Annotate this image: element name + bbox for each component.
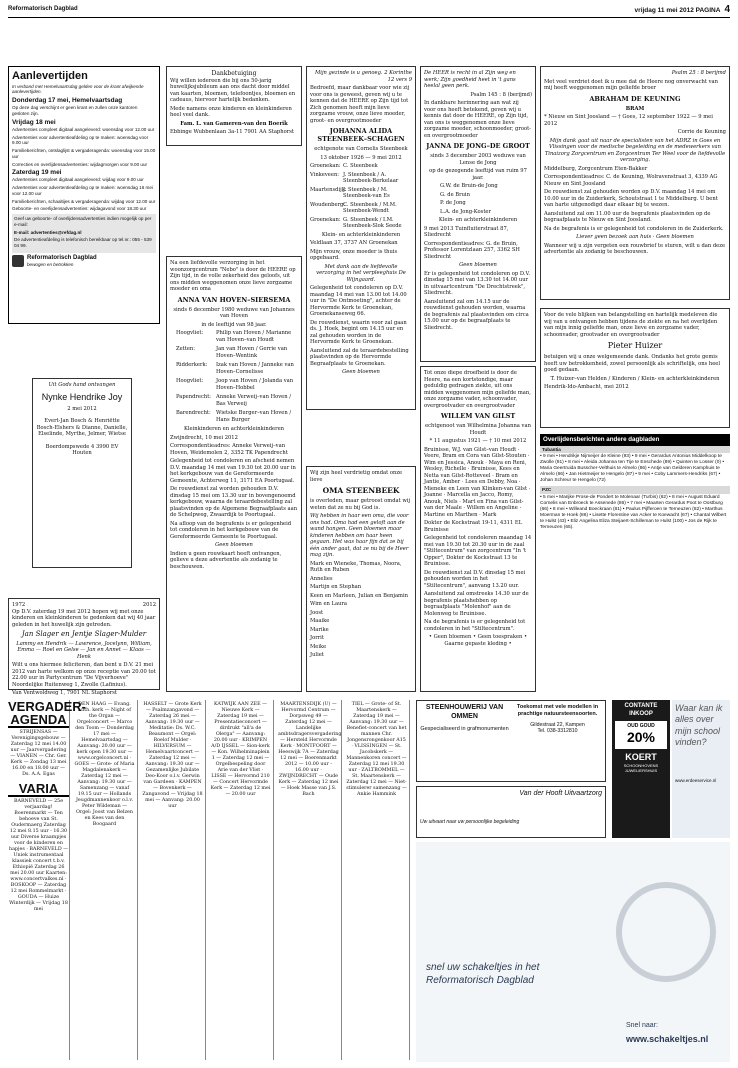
deceased-name: ABRAHAM DE KEUNING xyxy=(589,94,681,103)
agenda-sidebar: VERGADER-AGENDA STRIJENSAS — Verenigingsgebouw — Zaterdag 12 mei 14.00 uur — Jaarvergadering — VIANEN — Chr. Ger. Kerk — Zondag 13 mei 16.00 en 18.00 uur — Ds. A.A. Egas VARIA BARNEVELD — 25e verjaardag! Boerenmarkt — Ten behoeve van St. Oudermaerg Zaterdag 12 mei 8.15 uur - 16.30 uur Diverse kraampjes voor de kinderen en hapjes · BARNEVELD — Uniek instrumentaal klassiek concert t.b.v. Ethiopië Zaterdag 26 mei 20.00 uur Kaarten: www.concertvalkes.nl · BOSKOOP — Zaterdag 12 mei Rommelmarkt · GOUDA — Huize Winterdijk — Vrijdag 18 mei xyxy=(8,700,70,1060)
jubilee-announcement: 1972 2012 Op D.V. zaterdag 19 mei 2012 hopen wij met onze kinderen en kleinkinderen te gedenken dat wij 40 jaar geleden in het huwelijk zijn getreden. Jan Slager en Jentje Slager-Mulder Lammy en Hendrik — Lawrence, Jocelynn, William, Emma — Roel en Gelse — Jan en Annet — Klaas — Henk Wilt u ons hiermee feliciteren, dan bent u D.V. 21 mei 2012 van harte welkom op onze receptie van 20.00 tot 22.00 uur in Partycentrum "De Vijverhoeve" Noordelijke Ruitenweg 1, Zwolle (Lafinius). Van Ventwoldweg 1, 7901 NL Staphorst xyxy=(8,598,160,690)
deceased-name: ANNA VAN HOVEN–SIERSEMA xyxy=(177,295,291,304)
obituary-janna-de-jong: De HEER is recht in al Zijn weg en werk; Zijn goedheid heet in 't gans heelal geen perk. Psalm 145 : 8 (berijmd) In dankbare herinnering aan wat zij voor ons heeft betekend, geven wij u kennis dat door de HEERE, op Zijn tijd, van ons is weggenomen onze lieve zorgzame moeder, schoonmoeder, groot- en overgrootmoeder JANNA DE JONG–DE GROOT sinds 3 december 2003 weduwe van Lense de Jong op de gezegende leeftijd van ruim 97 jaar. G.W. de Bruin-de Jong G. de Bruin P. de Jong L.A. de Jong-Koster Klein- en achterkleinkinderen 9 mei 2013 Tuinfluiterstraat 87, Sliedrecht Correspondentieadres: G. de Bruin, Professor Lorentzlaan 257, 3362 SH Sliedrecht Geen bloemen Er is gelegenheid tot condoleren op D.V. dinsdag 15 mei van 13.30 tot 14.00 uur in uitvaartcentrum "De Drechtstreek", Sliedrecht. Aansluitend zal om 14.15 uur de rouwdienst gehouden worden, waarna de begrafenis zal plaatsvinden om circa 15.00 uur op de begraafplaats te Sliedrecht. xyxy=(420,66,536,362)
ad-erdee[interactable]: Waar kan ik alles over mijn school vinden? www.erdeeservice.nl xyxy=(672,700,730,838)
notice-day2-list: Advertenties compleet digitaal aangeleverd: woensdag voor 12.00 uur Advertenties voor advertentieafdeling op te maken: woensdag voor 9.00 uur Familieberichten, ontslaglijst & vergaderagenda: woensdag voor 15.00 uur Correcties en overlijdensadvertenties: wijdagmorgen voor 9.00 uur xyxy=(12,126,156,167)
notice-day3-list: Advertenties compleet digitaal aangeleverd: wijdag voor 9.00 uur Advertenties voor advertentieafdeling op te maken: woensdag 16 mei voor 12.00 uur Familieberichten, schaaltijes & vergaderagenda: wijdag voor 12.00 uur Geboorte- en overlijdensadvertenties: wijdagavond voor 18.30 uur xyxy=(12,177,156,212)
thanks-notice: Dankbetuiging Wij willen iedereen die bij ons 50-jarig huwelijksjubileum aan ons dacht door middel van kaarten, bloemen, telefoontjes, bloemen en cadeaus, hiervoor hartelijk bedanken. Mede namens onze kinderen en kleinkinderen heel veel dank. Fam. L. van Gameren-van den Boerik Ebbinge Wubbenlaan 3a-11 7901 AA Staphorst xyxy=(166,66,302,146)
delivery-times-notice xyxy=(8,66,160,324)
deceased-name: JOHANNA ALIDA STEENBEEK–SCHAGEN xyxy=(317,127,405,144)
agenda-column-2: HASSELT — Grote Kerk — Psalmzangavond — Zaterdag 26 mei — Aanvang: 19.30 uur — Meditatie: Ds. W.C. Beaumont — Orgel: Roelof Mulder · HILVERSUM — Hemelvaartconcert — Zaterdag 12 mei — Aanvang: 19.30 uur — Gezamenlijke Jubilate Deo-Koor o.l.v. Gerwin van Gardeen · KAMPEN — Bovenkerk — Zangavond — Vrijdag 18 mei — Aanvang: 20.00 uur xyxy=(140,700,206,1060)
jubilee-names: Jan Slager en Jentje Slager-Mulder xyxy=(21,630,147,638)
section-title: Overlijdensberichten andere dagbladen xyxy=(540,434,730,446)
obituary-johanna-steenbeek: Mijn gezinde is u genoeg. 2 Korinthe 12 vers 9 Bedroefd, maar dankbaar voor wie zij voor ons is geweest, geven wij u te kennen dat de HEERE op Zijn tijd tot Zich genomen heeft mijn lieve zorgzame vrouw, onze lieve moeder, groot- en overgrootmoeder JOHANNA ALIDA STEENBEEK–SCHAGEN echtgenote van Cornelis Steenbeek 13 oktober 1926 — 9 mei 2012 Groenekan: C. Steenbeek Vinkeveen: J. Steenbeek / A. Steenbeek-Berkelaar Maartensdijk: J. Steenbeek / M. Steenbeek-van Es Woudenberg: C. Steenbeek / M.M. Steenbeek-Wendt Groenekan: G. Steenbeek / I.M. Steenbeek-Slok Seede Klein- en achterkleinkinderen Veldlaan 37, 3737 AN Groenekan Mijn vrouw, onze moeder is thuis opgebaard. Met dank aan de liefdevolle verzorging in het verpleeghuis De Wijngaard. Gelegenheid tot condoleren op D.V. maandag 14 mei van 13.00 tot 14.00 uur in "De Ontmoeting", achter de Hervormde Kerk te Groenekan, Groenekanseweg 66. De rouwdienst, waarin voor zal gaan ds. J. Hoek, begint om 14.15 uur en zal gehouden worden in de Hervormde Kerk te Groenekan. Aansluitend zal de teraardebestelling plaatsvinden op de Hervormde Begraafplaats te Groenekan. Geen bloemen xyxy=(306,66,416,410)
page-date: vrijdag 11 mei 2012 PAGINA 4 xyxy=(634,4,730,15)
obituary-willem-van-gilst: Tot onze diepe droefheid is door de Heere, na een kortstondige, maar geduldig gedragen ziekte, uit ons midden weggenomen mijn geliefde man, onze zorgzame vader, schoonvader, overgrootvader en overgrootvader WILLEM VAN GILST echtgenoot van Wilhelmina Johanna van Houdt * 11 augustus 1921 — † 10 mei 2012 Bruinisse, W.J. van Gilst–van Houdt · Veere, Bram en Cora van Gilst-Stouten · Wim en Jessica, Anouk · Maya en Reni, Wesley, Richelle · Bruinisse, Kees en Netta van Gilst-Rotteveel · Bram en Jantie, Amber · Loes en Debby, Noa · Mieneke en Leen van Klinken-van Gilst · Joanne · Marcella en Jacco, Romy, Anouk, Niels · Mart en Fina van Gilst-van der Maale · Willem en Angeline · Martine en Marthen · Mark Dokter de Kockstraat 19-11, 4311 EL Bruinisse Gelegenheid tot condoleren maandag 14 mei van 19.30 tot 20.30 uur in de zaal "Stiltecentrum" van zorgcentrum "In 't Opper", Dokter de Kockstraat 13 te Bruinisse. De rouwdienst zal D.V. dinsdag 15 mei gehouden worden in het "Stiltecentrum", aanvang 13.20 uur. Aansluitend zal omstreeks 14.30 uur de begrafenis plaatshebben op begraafplaats "Molenhof" aan de Molenweg te Bruinisse. Na de begrafenis is er gelegenheid tot condoleren in het "Stiltecentrum". • Geen bloemen • Geen toespraken • Gaarne gepaste kleding • xyxy=(420,366,536,692)
ad-schakeltjes[interactable]: snel uw schakeltjes in het Reformatorisch Dagblad Snel naar: www.schakeltjes.nl xyxy=(416,842,730,1062)
notice-day1-text: Op deze dag verschijnt er geen krant en zullen onze kantoren gesloten zijn. xyxy=(12,105,138,117)
notice-title: Aanlevertijden xyxy=(12,70,88,82)
chain-image xyxy=(616,882,716,982)
deceased-name: OMA STEENBEEK xyxy=(322,486,400,495)
family-list: G.W. de Bruin-de Jong G. de Bruin P. de Jong L.A. de Jong-Koster xyxy=(440,183,498,215)
ad-van-der-hooft[interactable]: Van der Hooft Uitvaartzorg Uw uitvaart naar uw persoonlijke begeleiding xyxy=(416,786,606,838)
notice-day3: Zaterdag 19 mei xyxy=(12,169,62,177)
newspaper-name: Reformatorisch Dagblad xyxy=(8,6,78,12)
notice-contact: Geef uw geboorte- of overlijdensadvertenties indien mogelijk op per e-mail: E-mail: advertenties@refdag.nl De advertentieafdeling is telefonisch bereikbaar op tel.nr.: 055 - 539 04 99. xyxy=(12,214,156,253)
agenda-column-5: TIEL — Grote- of St. Maartenskerk — Zaterdag 19 mei — Aanvang: 19.30 uur — Benefiet-concert van het mannen Chr. Jongensrongenkoor A15 · VLISSINGEN — St. Jacobskerk — Mannenkoren concert — Zaterdag 12 mei 19.30 uur · ZALTBOMMEL — St. Maartenskerk — Zaterdag 12 mei — Niet-stimulerer samenzang — Ankie Hammink xyxy=(344,700,410,1060)
other-newspapers-obituaries: Overlijdensberichten andere dagbladen Tubantia • 9 mei • Hendrikje Nijmeijer de Kleine (93) • 9 mei • Gerardus Antonius Middelkoop te Zwolle (91) • 8 mei • Aleida Johanna ten Tije te Enschede (89) • Quinten te Losser (0) • Maria Geertruida Busscher-Velthuis te Almelo (86) • Antje van Gelderen Kamphuis te Almelo (66) • Jan Hietmeijer te Hengelo (87) • 9 mei • Coby Lammers-Hendriks (67) • Johan Schreur te Hengelo (72) PZC • 5 mei • Marijke Prose-de Pondert te Molenaar (Turbis) (62) • 8 mei • August Eduard Cornelis van Enbroeck te Assenede (86) • 7 mei • Maarten Gerardus Poot te Oostburg (66) • 8 mei • Willeand Boeckraan (81) • Paulus Pijfferoen te Terneuzen (82) • Marthus Moerman te Hoek (86) • Lisette Florentine van Acker te Koewacht (67) • Chantal Wilbert te Hulst (43) • Eliz Angelina Eliza Steijaert-Schilleman te Hulst (100) • Jos de Rijk te Terneuzen (65). xyxy=(540,434,730,678)
obituary-oma-steenbeek: Wij zijn heel verdrietig omdat onze lieve OMA STEENBEEK is overleden, maar getroost omdat wij weten dat ze nu bij God is. Wij hebben in haar een oma, die voor ons had. Oma had een geloft aan de wand hangen. Geen bloemen maar kinderen hebben om haar heen gegaan. Het was haar fijn dat ze bij één ander gaat, dat ze nu bij de Heer mag zijn. Mark en Wieneke, Thomas, Noora, Ruth en Ruben Annelies Martijn en Stephan Keen en Marleen, Julian en Benjamin Wim en Laura Joost Maaike Marike Jorrit Meike Juliet xyxy=(306,466,416,692)
deceased-name: Pieter Huizer xyxy=(607,341,663,350)
rd-logo: Reformatorisch Dagblad bewogen en betrokken xyxy=(12,255,156,268)
varia-title: VARIA xyxy=(8,782,69,797)
notice-day2: Vrijdag 18 mei xyxy=(12,118,56,126)
deceased-name: JANNA DE JONG–DE GROOT xyxy=(426,142,530,150)
obituary-abraham-de-keuning: Psalm 25 : 8 berijmd Met veel verdriet doet ik u mee dat de Heere nog onverwacht van mij heeft weggenomen mijn geliefde broer ABRAHAM DE KEUNING BRAM * Nieuw en Sint Joosland — † Goes, 12 september 1922 — 9 mei 2012 Corrie de Keuning Mijn dank gaat uit naar de specialisten van het ADRZ in Goes en Vlissingen voor de medische begeleiding en de medewerkers van Tinaizorg Zorgcentrum en Zorgcentrum Ter Weel voor de liefdevolle verzorging. Middelburg, Zorgcentrum Eten-Bakker Correspondentieadres: C. de Keuning, Wolravenstraat 3, 4339 AG Nieuw en Sint Joosland De rouwdienst zal gehouden worden op D.V. maandag 14 mei om 10.00 uur in de Zuiderkerk, Schoutstraat 1 te Middelburg. U bent van harte uitgenodigd daar elkaar bij te wezen. Aansluitend zal om 11.00 uur de begrafenis plaatsvinden op de begraafplaats te Nieuw en Sint Joosland. Na de begrafenis is er gelegenheid tot condoleren in de Zuiderkerk. Liever geen bezoek aan huis · Geen bloemen Wanneer wij u zijn vergeten een rouwbrief te sturen, wilt u dan deze advertentie als zodanig te beschouwen. xyxy=(540,66,730,300)
schakeltjes-link[interactable]: www.schakeltjes.nl xyxy=(626,1034,709,1044)
birth-announcement: Uit Gods hand ontvangen Nynke Hendrike Joy 2 mei 2012 Evert-Jan Bosch & Henriëtte Bosch-Elshers & Dianne, Danielle, Elselinde, Myrthe, Jelmer, Wietse Boerdompswede 4 3990 EV Houten xyxy=(32,378,132,568)
notice-day1: Donderdag 17 mei, Hemelvaartsdag xyxy=(12,97,123,105)
baby-name: Nynke Hendrike Joy xyxy=(41,391,123,402)
page-header xyxy=(8,4,730,18)
deceased-name: WILLEM VAN GILST xyxy=(440,412,516,420)
agenda-column-4: MAARTENSDIJK (U) — Hervormd Centrum — Dorpsweg 49 — Zaterdag 12 mei — Landelijke ambtsdragersvergadering — Hersteld Hervormde Kerk · MONTFOORT — Heeswijk 7A — Zaterdag 12 mei — Boerenmarkt 2012 — 10.00 uur - 16.00 uur · ZWIJNDRECHT — Oude Kerk — Zaterdag 12 mei — Hoek Masse van J.S. Bach xyxy=(276,700,342,1060)
erdee-link[interactable]: www.erdeeservice.nl xyxy=(675,778,717,783)
notice-phone: De advertentieafdeling is telefonisch bereikbaar op tel.nr.: 055 - 539 04 99. xyxy=(14,237,152,249)
agenda-column-1: DEN HAAG — Evang. Luth. kerk — Night of the Organ — Orgelconcert — Marco den Toom — Donderdag 17 mei — Hemelvaartsdag — Aanvang: 20.00 uur — kerk open 19.30 uur — www.orgelconcert.nl · GOES — Grote- of Maria Magdalenakerk — Zaterdag 12 mei — Aanvang: 19.30 uur — Samenzang — vanaf 19.15 uur — Hollands Jeugdmannenkoor o.l.v. Peter Wildeman — Orgel: Joost van Belzen en Kees van den Boogaard xyxy=(72,700,138,1060)
thanks-pieter-huizer: Voor de vele blijken van belangstelling en hartelijk medeleven die wij van u ontvangen hebben tijdens de ziekte en na het overlijden van mijn innig geliefde man, onze lieve en zorgzame vader, schoonvader, grootvader en overgrootvader Pieter Huizer betuigen wij u onze welgemeende dank. Ondanks het grote gemis heeft uw betrokkenheid, zowel persoonlijk als schriftelijk, ons heel goed gedaan. T. Huizer–van Helden / Kinderen / Klein- en achterkleinkinderen Hendrik-Ido-Ambacht, mei 2012 xyxy=(540,308,730,428)
notice-intro: In verband met Hemelvaartsdag gelden voor de krant afwijkende aanlevertijden. xyxy=(12,83,144,95)
ad-van-ommen[interactable]: STEENHOUWERIJ VAN OMMEN Gespecialiseerd in grafmonumenten Toekomst met vele modellen in prachtige natuursteensoorten. Gildestraat 22, Kampen Tel. 038-3312810 xyxy=(416,700,606,782)
agenda-title: VERGADER-AGENDA xyxy=(8,699,87,727)
rd-logo-icon xyxy=(12,255,24,267)
grandchildren-list: Mark en Wieneke, Thomas, Noora, Ruth en Ruben Annelies Martijn en Stephan Keen en Marleen, Julian en Benjamin Wim en Laura Joost Maaike Marike Jorrit Meike Juliet xyxy=(310,560,408,659)
notice-email[interactable]: E-mail: advertenties@refdag.nl xyxy=(14,229,82,235)
family-list: Hoogvliet: Philip van Hoven / Marianne van Hoven–van Houdt Zetten: Jan van Hoven / Gerrie van Hoven–Wentink Ridderkerk: Izak van Hoven / Janneke van Hoven–Cornelisse Hoogvliet: Joop van Hoven / Jolanda van Hoven–Hobbel Papendrecht: Anneke Verweij–van Hoven / Bas Verweij Barendrecht: Wietske Burger–van Hoven / Hans Burger xyxy=(176,330,294,423)
family-list: Groenekan: C. Steenbeek Vinkeveen: J. Steenbeek / A. Steenbeek-Berkelaar Maartensdijk: J. Steenbeek / M. Steenbeek-van Es Woudenberg: C. Steenbeek / M.M. Steenbeek-Wendt Groenekan: G. Steenbeek / I.M. Steenbeek-Slok Seede xyxy=(310,163,402,230)
agenda-column-3: KATWIJK AAN ZEE — Nieuwe Kerk — Zaterdag 19 mei — Presentatieconcert — dirdrukt "all'a de Olerga" — Aanvang: 20.00 uur · KRIMPEN A/D IJSSEL — Sion-kerk — Kon. Wilhelminaplein 1 — Zaterdag 12 mei — Orgelbespeling door Arie van der Vlist · LISSE — Hervormd 210 — Concert Hervormde Kerk — Zaterdag 12 mei — 20.00 uur xyxy=(208,700,274,1060)
ad-koert[interactable]: CONTANTE INKOOP OUD GOUD 20% KOERT SCHOONHOVENS JUWELIERSHUIS xyxy=(612,700,670,838)
obituary-anna-van-hoven: Na een liefdevolle verzorging in het woonzorgcentrum "Nebo" is door de HEERE op Zijn tijd, in de volle zekerheid des geloofs, uit ons midden weggenomen onze lieve zorgzame moeder en oma ANNA VAN HOVEN–SIERSEMA sinds 6 december 1980 weduwe van Johannes van Hoven in de leeftijd van 98 jaar. Hoogvliet: Philip van Hoven / Marianne van Hoven–van Houdt Zetten: Jan van Hoven / Gerrie van Hoven–Wentink Ridderkerk: Izak van Hoven / Janneke van Hoven–Cornelisse Hoogvliet: Joop van Hoven / Jolanda van Hoven–Hobbel Papendrecht: Anneke Verweij–van Hoven / Bas Verweij Barendrecht: Wietske Burger–van Hoven / Hans Burger Kleinkinderen en achterkleinkinderen Zwijndrecht, 10 mei 2012 Correspondentieadres: Anneke Verweij–van Hoven, Weidemolen 2, 3352 TK Papendrecht Gelegenheid tot condoleren en afscheid nemen D.V. maandag 14 mei van 19.30 tot 20.00 uur in het kerkgebouw van de Gereformeerde Gemeente, Achterweg 11, 3171 EA Poortugaal. De rouwdienst zal worden gehouden D.V. dinsdag 15 mei om 13.30 uur in bovengenoemd kerkgebouw, waarna de teraardebestelling zal plaatsvinden op de Algemene Begraafplaats aan de Schelpweg, Zwaardijk te Poortugaal. Na afloop van de begrafenis is er gelegenheid tot condoleren in het kerkgebouw van de Gereformeerde Gemeente te Poortugaal. Geen bloemen Indien u geen rouwkaart heeft ontvangen, gelieve u deze advertentie als zodanig te beschouwen. xyxy=(166,256,302,692)
page-number: 4 xyxy=(724,4,730,15)
